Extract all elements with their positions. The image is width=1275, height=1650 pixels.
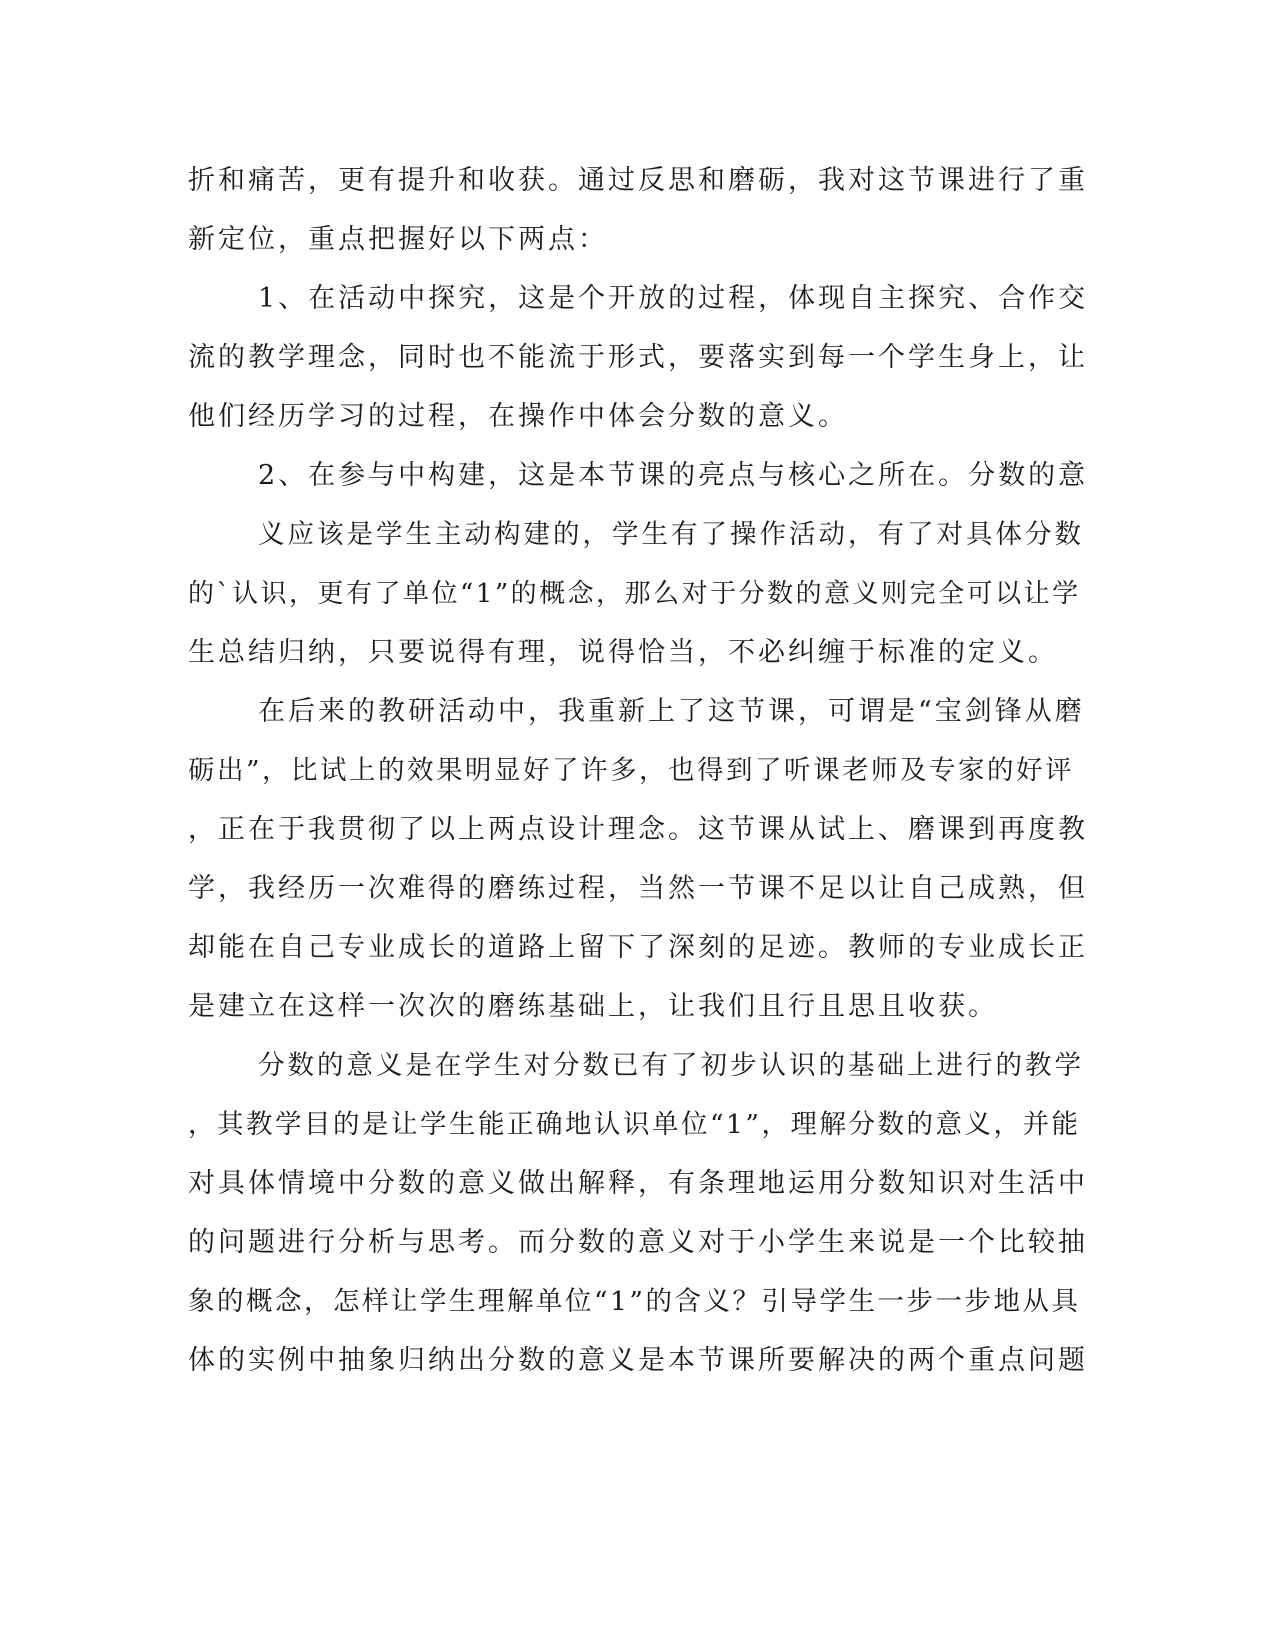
text-line: 对具体情境中分数的意义做出解释，有条理地运用分数知识对生活中 [188,1168,1088,1199]
text-line: 新定位，重点把握好以下两点： [188,224,608,255]
text-line: 1、在活动中探究，这是个开放的过程，体现自主探究、合作交 [258,283,1089,314]
text-line: 2、在参与中构建，这是本节课的亮点与核心之所在。分数的意 [258,460,1089,491]
text-line: 折和痛苦，更有提升和收获。通过反思和磨砺，我对这节课进行了重 [188,165,1088,196]
text-line: 流的教学理念，同时也不能流于形式，要落实到每一个学生身上，让 [188,342,1088,373]
text-line: 他们经历学习的过程，在操作中体会分数的意义。 [188,401,848,432]
text-line: 象的概念，怎样让学生理解单位“1”的含义？引导学生一步一步地从具 [188,1286,1081,1317]
text-line: 义应该是学生主动构建的，学生有了操作活动，有了对具体分数 [258,519,1084,550]
text-line: 分数的意义是在学生对分数已有了初步认识的基础上进行的教学 [258,1050,1084,1081]
text-line: 体的实例中抽象归纳出分数的意义是本节课所要解决的两个重点问题 [188,1345,1088,1376]
text-line: 砺出”，比试上的效果明显好了许多，也得到了听课老师及专家的好评 [188,755,1075,786]
text-line: 在后来的教研活动中，我重新上了这节课，可谓是“宝剑锋从磨 [258,696,1085,727]
text-line: 却能在自己专业成长的道路上留下了深刻的足迹。教师的专业成长正 [188,932,1088,963]
text-line: ，正在于我贯彻了以上两点设计理念。这节课从试上、磨课到再度教 [188,814,1088,845]
text-line: 生总结归纳，只要说得有理，说得恰当，不必纠缠于标准的定义。 [188,637,1058,668]
text-line: 是建立在这样一次次的磨练基础上，让我们且行且思且收获。 [188,991,998,1022]
text-line: 的`认识，更有了单位“1”的概念，那么对于分数的意义则完全可以让学 [188,579,1081,609]
text-line: ，其教学目的是让学生能正确地认识单位“1”，理解分数的意义，并能 [188,1109,1081,1140]
text-line: 的问题进行分析与思考。而分数的意义对于小学生来说是一个比较抽 [188,1227,1088,1258]
text-line: 学，我经历一次难得的磨练过程，当然一节课不足以让自己成熟，但 [188,873,1088,904]
